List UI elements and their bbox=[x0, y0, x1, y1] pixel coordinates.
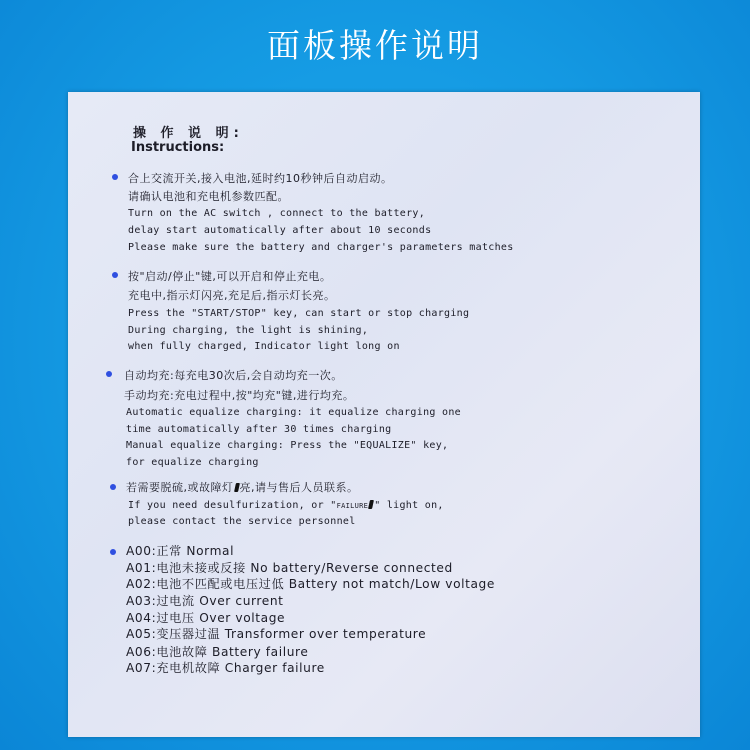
error-code: A07 bbox=[126, 661, 152, 675]
section4-en-part2: " light on, bbox=[374, 500, 444, 511]
error-description: :正常 Normal bbox=[151, 544, 235, 558]
instructions-title-zh: 操 作 说 明: bbox=[133, 126, 244, 141]
error-code-row bbox=[126, 592, 284, 609]
section2-en-line3: when fully charged, Indicator light long on bbox=[128, 341, 400, 352]
error-description: :电池故障 Battery failure bbox=[151, 645, 309, 659]
section4-en-line2: please contact the service personnel bbox=[128, 516, 356, 527]
section4-en-part1: If you need desulfurization, or " bbox=[128, 500, 337, 511]
bullet-icon bbox=[110, 549, 116, 555]
section3-en-line1: Automatic equalize charging: it equalize charging one bbox=[126, 407, 461, 418]
error-code-row bbox=[126, 625, 426, 642]
section1-zh-line1: 合上交流开关,接入电池,延时约10秒钟后自动启动。 bbox=[128, 172, 393, 185]
bullet-icon bbox=[106, 371, 112, 377]
section4-en-line1 bbox=[128, 500, 444, 511]
section1-en-line2: delay start automatically after about 10 seconds bbox=[128, 225, 432, 236]
error-description: :过电流 Over current bbox=[151, 594, 284, 608]
section4-zh-part2: 亮,请与售后人员联系。 bbox=[239, 481, 359, 494]
error-code: A00 bbox=[126, 544, 152, 558]
error-code: A04 bbox=[126, 611, 152, 625]
section3-en-line2: time automatically after 30 times charging bbox=[126, 424, 392, 435]
error-code-row bbox=[126, 609, 285, 626]
section2-zh-line1: 按"启动/停止"键,可以开启和停止充电。 bbox=[128, 270, 332, 283]
section1-zh-line2: 请确认电池和充电机参数匹配。 bbox=[128, 190, 289, 203]
error-code-row bbox=[126, 575, 495, 592]
error-code: A02 bbox=[126, 577, 152, 591]
bullet-icon bbox=[110, 484, 116, 490]
failure-label: FAILURE bbox=[336, 502, 369, 510]
error-description: :过电压 Over voltage bbox=[151, 611, 286, 625]
instructions-title-en: Instructions: bbox=[131, 140, 225, 155]
section2-zh-line2: 充电中,指示灯闪亮,充足后,指示灯长亮。 bbox=[128, 289, 336, 302]
section3-en-line4: for equalize charging bbox=[126, 457, 259, 468]
bullet-icon bbox=[112, 174, 118, 180]
section4-zh-line1 bbox=[126, 479, 359, 495]
section3-en-line3: Manual equalize charging: Press the "EQUALIZE" key, bbox=[126, 440, 449, 451]
error-code: A06 bbox=[126, 645, 152, 659]
section2-en-line1: Press the "START/STOP" key, can start or stop charging bbox=[128, 308, 470, 319]
section3-zh-line1: 自动均充:每充电30次后,会自动均充一次。 bbox=[124, 369, 343, 382]
error-code: A03 bbox=[126, 594, 152, 608]
error-code-row bbox=[126, 643, 308, 660]
error-description: :变压器过温 Transformer over temperature bbox=[151, 627, 427, 641]
error-description: :电池未接或反接 No battery/Reverse connected bbox=[151, 561, 453, 575]
section1-en-line3: Please make sure the battery and charger's parameters matches bbox=[128, 242, 514, 253]
error-code: A01 bbox=[126, 561, 152, 575]
error-code-row bbox=[126, 542, 234, 559]
section1-en-line1: Turn on the AC switch , connect to the battery, bbox=[128, 208, 426, 219]
section2-en-line2: During charging, the light is shining, bbox=[128, 325, 369, 336]
error-code-row bbox=[126, 559, 453, 576]
error-code: A05 bbox=[126, 627, 152, 641]
bullet-icon bbox=[112, 272, 118, 278]
instruction-sheet bbox=[68, 92, 700, 737]
section3-zh-line2: 手动均充:充电过程中,按"均充"键,进行均充。 bbox=[124, 389, 355, 402]
page-title: 面板操作说明 bbox=[267, 26, 483, 65]
section4-zh-part1: 若需要脱硫,或故障灯 bbox=[126, 481, 234, 494]
error-description: :电池不匹配或电压过低 Battery not match/Low voltage bbox=[151, 577, 495, 591]
error-description: :充电机故障 Charger failure bbox=[151, 661, 325, 675]
error-code-row bbox=[126, 659, 325, 676]
